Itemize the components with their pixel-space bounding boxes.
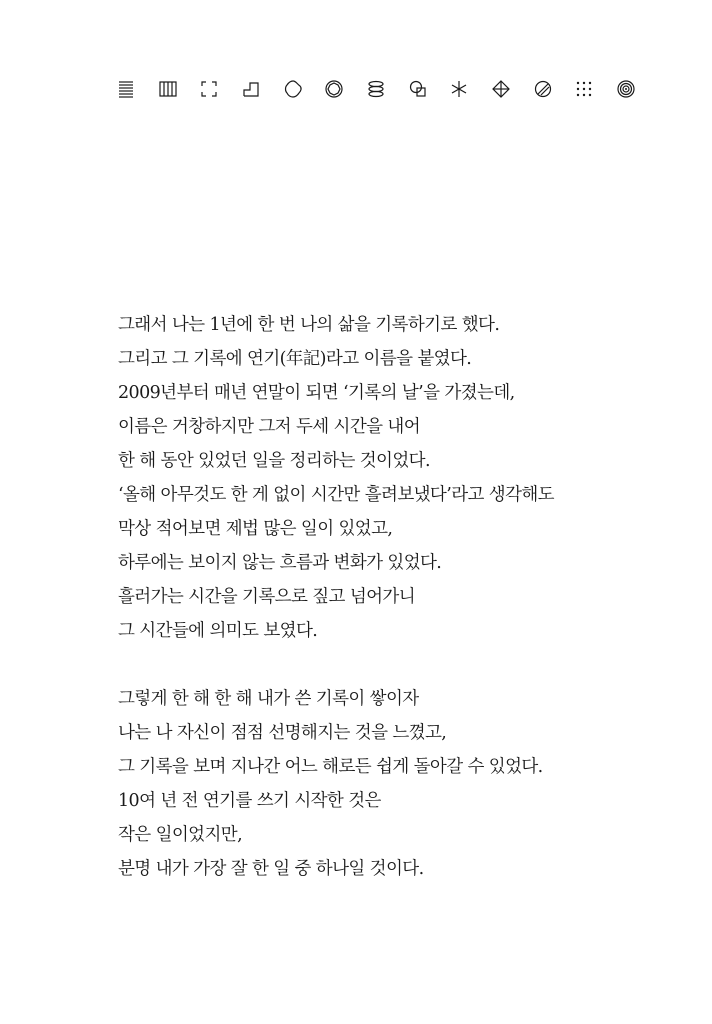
text-line: 10여 년 전 연기를 쓰기 시작한 것은 [118,791,381,811]
text-line: 흘러가는 시간을 기록으로 짚고 넘어가니 [118,587,416,607]
diamond-cross-icon [491,79,511,99]
text-line: 그 시간들에 의미도 보였다. [118,621,318,641]
paragraph-2 [118,682,678,886]
text-line: 분명 내가 가장 잘 한 일 중 하나일 것이다. [118,859,424,879]
body-text [118,308,678,886]
vertical-bars-icon [158,79,178,99]
paragraph-1 [118,308,678,648]
asterisk-icon [449,79,469,99]
text-line: 한 해 동안 있었던 일을 정리하는 것이었다. [118,451,430,471]
text-line: 그렇게 한 해 한 해 내가 쓴 기록이 쌓이자 [118,689,419,709]
text-line: 그 기록을 보며 지나간 어느 해로든 쉽게 돌아갈 수 있었다. [118,757,543,777]
text-line: 막상 적어보면 제법 많은 일이 있었고, [118,519,393,539]
overlapping-shapes-icon [408,79,428,99]
dot-grid-icon [574,79,594,99]
scalloped-circle-icon [324,79,344,99]
text-line: 이름은 거창하지만 그저 두세 시간을 내어 [118,417,420,437]
horizontal-lines-icon [116,79,136,99]
text-line: 그래서 나는 1년에 한 번 나의 삶을 기록하기로 했다. [118,315,500,335]
step-stair-icon [241,79,261,99]
text-line: 나는 나 자신이 점점 선명해지는 것을 느꼈고, [118,723,447,743]
text-line: ‘올해 아무것도 한 게 없이 시간만 흘려보냈다’라고 생각해도 [118,485,554,505]
rounded-blob-icon [283,79,303,99]
text-line: 작은 일이었지만, [118,825,243,845]
paragraph-gap [118,648,678,682]
text-line: 그리고 그 기록에 연기(年記)라고 이름을 붙였다. [118,349,472,369]
icon-row [116,76,636,102]
slashed-circle-icon [533,79,553,99]
concentric-circles-icon [616,79,636,99]
text-line: 하루에는 보이지 않는 흐름과 변화가 있었다. [118,553,442,573]
frame-corners-icon [199,79,219,99]
stacked-discs-icon [366,79,386,99]
text-line: 2009년부터 매년 연말이 되면 ‘기록의 날’을 가졌는데, [118,383,515,403]
